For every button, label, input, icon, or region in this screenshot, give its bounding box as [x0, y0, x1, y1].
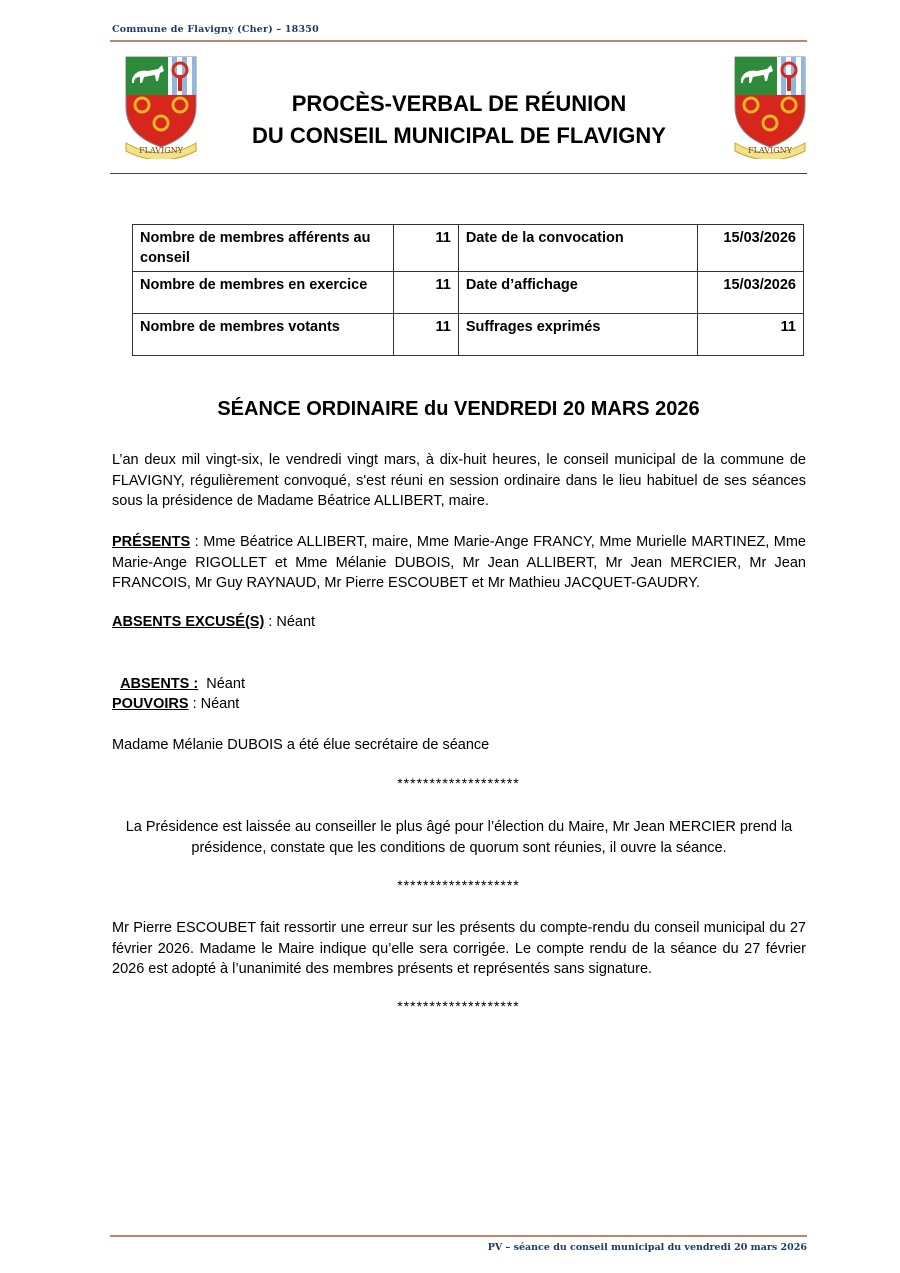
table-cell: 11 — [394, 272, 459, 314]
pouvoirs-paragraph — [112, 694, 806, 715]
table-cell: Suffrages exprimés — [458, 314, 697, 356]
presidence-paragraph: La Présidence est laissée au conseiller le plus âgé pour l’élection du Maire, Mr Jean MERCIER prend la présidence, constate que les conditions de quorum sont réunies, il ouvre la séance. — [125, 819, 793, 856]
table-cell: Date de la convocation — [458, 225, 697, 272]
excuses-label: ABSENTS EXCUSÉ(S) — [112, 614, 265, 630]
footer-text: PV – séance du conseil municipal du vendredi 20 mars 2026 — [487, 1242, 807, 1253]
table-row — [133, 225, 804, 272]
table-row — [133, 272, 804, 314]
svg-text:FLAVIGNY: FLAVIGNY — [139, 146, 183, 155]
svg-text:FLAVIGNY: FLAVIGNY — [748, 146, 792, 155]
absents-label: ABSENTS : — [120, 675, 199, 692]
absents-text: Néant — [198, 675, 245, 692]
table-cell: Date d’affichage — [458, 272, 697, 314]
compte-rendu-paragraph: Mr Pierre ESCOUBET fait ressortir une erreur sur les présents du compte-rendu du conseil municipal du 27 février 2026. Madame le Maire indique qu’elle sera corrigée. Le compte rendu de la séance du 27 février 2026 est adopté à l’unanimité des membres présents et représentés sans signature. — [112, 920, 806, 977]
presents-text: : Mme Béatrice ALLIBERT, maire, Mme Marie-Ange FRANCY, Mme Murielle MARTINEZ, Mme Marie-Ange RIGOLLET et Mme Mélanie DUBOIS, Mr Jean ALLIBERT, Mr Jean MERCIER, Mr Jean FRANCOIS, Mr Guy RAYNAUD, Mr Pierre ESCOUBET et Mr Mathieu JACQUET-GAUDRY. — [112, 534, 806, 591]
table-row — [133, 314, 804, 356]
intro-paragraph: L’an deux mil vingt-six, le vendredi vingt mars, à dix-huit heures, le conseil municipal de la commune de FLAVIGNY, régulièrement convoqué, s'est réuni en session ordinaire dans le lieu habituel de ses séances sous la présidence de Madame Béatrice ALLIBERT, maire. — [112, 452, 806, 509]
pouvoirs-label: POUVOIRS — [112, 696, 189, 712]
presents-label: PRÉSENTS — [112, 534, 191, 550]
seance-title: SÉANCE ORDINAIRE du VENDREDI 20 MARS 2026 — [217, 398, 700, 420]
coat-of-arms-right — [731, 55, 809, 159]
excuses-text: : Néant — [264, 614, 316, 630]
separator-2: ******************* — [397, 877, 520, 893]
absents-paragraph — [112, 653, 806, 694]
footer-rule — [110, 1235, 807, 1237]
table-cell: Nombre de membres votants — [133, 314, 394, 356]
table-cell: 15/03/2026 — [698, 272, 804, 314]
title-rule — [110, 173, 807, 174]
table-cell: 11 — [394, 225, 459, 272]
title-line-1: PROCÈS-VERBAL DE RÉUNION — [291, 91, 627, 116]
table-cell: 11 — [698, 314, 804, 356]
stats-table — [132, 224, 804, 356]
table-cell: Nombre de membres en exercice — [133, 272, 394, 314]
coat-of-arms-left — [122, 55, 200, 159]
secretaire-paragraph: Madame Mélanie DUBOIS a été élue secrétaire de séance — [112, 737, 490, 753]
title-line-2: DU CONSEIL MUNICIPAL DE FLAVIGNY — [252, 123, 666, 148]
excuses-paragraph — [112, 612, 806, 633]
table-cell: Nombre de membres afférents au conseil — [133, 225, 394, 272]
table-cell: 11 — [394, 314, 459, 356]
document-title — [200, 88, 718, 152]
header-rule — [110, 40, 807, 42]
presents-paragraph — [112, 532, 806, 594]
pouvoirs-text: : Néant — [188, 696, 240, 712]
header-commune: Commune de Flavigny (Cher) – 18350 — [112, 24, 319, 35]
separator-1: ******************* — [397, 775, 520, 791]
table-cell: 15/03/2026 — [698, 225, 804, 272]
separator-3: ******************* — [397, 998, 520, 1014]
